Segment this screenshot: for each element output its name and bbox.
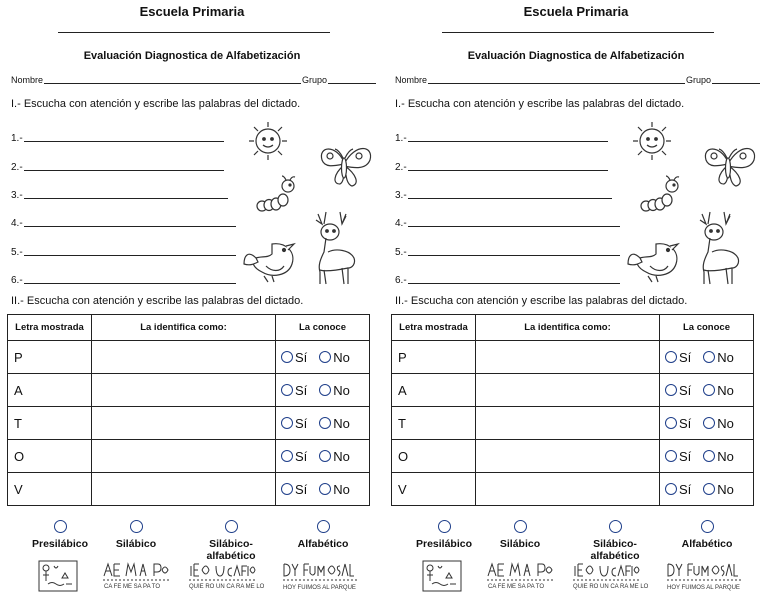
- yes-option[interactable]: Sí: [281, 383, 307, 398]
- knows-it-cell: [276, 374, 370, 407]
- radio-no-icon[interactable]: [319, 450, 331, 462]
- shown-letter: O: [8, 440, 92, 473]
- table-row: [392, 407, 754, 440]
- header-identifies-as: La identifica como:: [476, 315, 660, 341]
- no-option[interactable]: No: [703, 449, 734, 464]
- level-radio-icon[interactable]: [130, 520, 143, 533]
- level-radio-icon[interactable]: [438, 520, 451, 533]
- header-identifies-as: La identifica como:: [92, 315, 276, 341]
- no-option[interactable]: No: [319, 416, 350, 431]
- radio-yes-icon[interactable]: [665, 483, 677, 495]
- dictation-number: 3.-: [11, 190, 23, 201]
- dictation-answer-blank[interactable]: [408, 274, 620, 284]
- table-row: [392, 341, 754, 374]
- dictation-pictures: [240, 118, 380, 288]
- no-option[interactable]: No: [319, 449, 350, 464]
- yes-option[interactable]: Sí: [281, 416, 307, 431]
- no-option[interactable]: No: [319, 350, 350, 365]
- level-alfabetico: [667, 520, 747, 550]
- yes-option[interactable]: Sí: [665, 383, 691, 398]
- dictation-answer-blank[interactable]: [24, 217, 236, 227]
- radio-no-icon[interactable]: [703, 384, 715, 396]
- radio-no-icon[interactable]: [703, 417, 715, 429]
- name-label: Nombre: [11, 75, 44, 85]
- no-option[interactable]: No: [703, 416, 734, 431]
- level-alfabetico: [283, 520, 363, 550]
- dictation-number: 2.-: [11, 162, 23, 173]
- dictation-number: 3.-: [395, 190, 407, 201]
- level-silabico: [490, 520, 550, 550]
- group-field[interactable]: [712, 75, 760, 84]
- dictation-line: [395, 217, 620, 229]
- evaluation-title: Evaluación Diagnostica de Alfabetización: [467, 50, 685, 62]
- name-group-row: [395, 75, 761, 85]
- radio-yes-icon[interactable]: [281, 450, 293, 462]
- radio-no-icon[interactable]: [319, 483, 331, 495]
- presilabico-sample-icon: [422, 560, 462, 592]
- dictation-number: 6.-: [11, 275, 23, 286]
- radio-yes-icon[interactable]: [665, 450, 677, 462]
- level-radio-icon[interactable]: [54, 520, 67, 533]
- radio-yes-icon[interactable]: [665, 417, 677, 429]
- radio-yes-icon[interactable]: [665, 351, 677, 363]
- radio-no-icon[interactable]: [703, 483, 715, 495]
- table-row: [392, 440, 754, 473]
- no-option[interactable]: No: [703, 350, 734, 365]
- section-1-instruction: I.- Escucha con atención y escribe las palabras del dictado.: [11, 98, 301, 110]
- dictation-answer-blank[interactable]: [408, 189, 612, 199]
- table-row: [392, 374, 754, 407]
- shown-letter: V: [8, 473, 92, 506]
- dictation-number: 2.-: [395, 162, 407, 173]
- identified-as-cell[interactable]: [92, 374, 276, 407]
- knows-it-cell: [276, 407, 370, 440]
- dictation-number: 5.-: [11, 247, 23, 258]
- level-presilabico: [20, 520, 100, 550]
- radio-yes-icon[interactable]: [281, 417, 293, 429]
- name-label: Nombre: [395, 75, 428, 85]
- table-row: [392, 473, 754, 506]
- dictation-number: 4.-: [395, 218, 407, 229]
- radio-no-icon[interactable]: [703, 450, 715, 462]
- svg-text:HOY FUIMOS AL PARQUE: HOY FUIMOS AL PARQUE: [667, 585, 740, 591]
- dictation-answer-blank[interactable]: [24, 274, 236, 284]
- yes-option[interactable]: Sí: [665, 416, 691, 431]
- silabico-alfabetico-sample-icon: [188, 560, 265, 592]
- level-radio-icon[interactable]: [701, 520, 714, 533]
- shown-letter: O: [392, 440, 476, 473]
- identified-as-cell[interactable]: [476, 440, 660, 473]
- knows-it-cell: [660, 440, 754, 473]
- dictation-number: 6.-: [395, 275, 407, 286]
- level-radio-icon[interactable]: [317, 520, 330, 533]
- level-radio-icon[interactable]: [609, 520, 622, 533]
- name-field[interactable]: [428, 75, 685, 84]
- school-underline: [442, 32, 714, 33]
- alfabetico-sample-icon: [282, 560, 360, 592]
- dictation-number: 1.-: [395, 133, 407, 144]
- identified-as-cell[interactable]: [92, 341, 276, 374]
- header-letter: Letra mostrada: [392, 315, 476, 341]
- level-label: Silábico-alfabético: [590, 538, 640, 562]
- svg-text:HOY FUIMOS AL PARQUE: HOY FUIMOS AL PARQUE: [283, 585, 356, 591]
- dictation-line: [11, 161, 224, 173]
- radio-yes-icon[interactable]: [281, 483, 293, 495]
- level-label: Presilábico: [415, 538, 473, 550]
- dictation-number: 4.-: [11, 218, 23, 229]
- dictation-answer-blank[interactable]: [408, 217, 620, 227]
- level-label: Presilábico: [31, 538, 89, 550]
- group-field[interactable]: [328, 75, 376, 84]
- identified-as-cell[interactable]: [476, 473, 660, 506]
- knows-it-cell: [660, 473, 754, 506]
- dictation-line: [395, 161, 608, 173]
- knows-it-cell: [276, 473, 370, 506]
- silabico-sample-icon: [102, 560, 170, 592]
- dictation-answer-blank[interactable]: [24, 189, 228, 199]
- silabico-alfabetico-sample-icon: [572, 560, 649, 592]
- table-row: [8, 440, 370, 473]
- dictation-line: [395, 189, 612, 201]
- identified-as-cell[interactable]: [92, 440, 276, 473]
- header-letter: Letra mostrada: [8, 315, 92, 341]
- shown-letter: T: [392, 407, 476, 440]
- svg-text:QUIE RO UN CA RA ME LO: QUIE RO UN CA RA ME LO: [189, 584, 265, 590]
- no-option[interactable]: No: [703, 383, 734, 398]
- table-header-row: [392, 315, 754, 341]
- radio-no-icon[interactable]: [703, 351, 715, 363]
- dictation-line: [11, 246, 236, 258]
- radio-yes-icon[interactable]: [281, 351, 293, 363]
- dictation-answer-blank[interactable]: [408, 246, 620, 256]
- section-2-instruction: II.- Escucha con atención y escribe las palabras del dictado.: [395, 295, 688, 307]
- level-label: Silábico: [115, 538, 157, 550]
- name-field[interactable]: [44, 75, 301, 84]
- dictation-line: [395, 246, 620, 258]
- dictation-line: [11, 189, 228, 201]
- dictation-line: [11, 274, 236, 286]
- dictation-number: 5.-: [395, 247, 407, 258]
- section-2-instruction: II.- Escucha con atención y escribe las palabras del dictado.: [11, 295, 304, 307]
- yes-option[interactable]: Sí: [281, 449, 307, 464]
- knows-it-cell: [276, 341, 370, 374]
- shown-letter: T: [8, 407, 92, 440]
- svg-text:QUIE RO UN CA RA ME LO: QUIE RO UN CA RA ME LO: [573, 584, 649, 590]
- group-label: Grupo: [301, 75, 327, 85]
- radio-yes-icon[interactable]: [665, 384, 677, 396]
- yes-option[interactable]: Sí: [665, 449, 691, 464]
- dictation-line: [11, 217, 236, 229]
- level-radio-icon[interactable]: [225, 520, 238, 533]
- dictation-line: [395, 274, 620, 286]
- yes-option[interactable]: Sí: [665, 482, 691, 497]
- shown-letter: A: [392, 374, 476, 407]
- knows-it-cell: [660, 374, 754, 407]
- level-label: Alfabético: [297, 538, 349, 550]
- radio-no-icon[interactable]: [319, 351, 331, 363]
- no-option[interactable]: No: [319, 383, 350, 398]
- table-row: [8, 473, 370, 506]
- level-silabico: [106, 520, 166, 550]
- yes-option[interactable]: Sí: [665, 350, 691, 365]
- knows-it-cell: [660, 407, 754, 440]
- radio-yes-icon[interactable]: [281, 384, 293, 396]
- presilabico-sample-icon: [38, 560, 78, 592]
- knows-it-cell: [276, 440, 370, 473]
- table-row: [8, 374, 370, 407]
- no-option[interactable]: No: [703, 482, 734, 497]
- svg-text:CA FE ME SA PA TO: CA FE ME SA PA TO: [104, 584, 161, 590]
- radio-no-icon[interactable]: [319, 417, 331, 429]
- level-label: Silábico: [499, 538, 541, 550]
- name-group-row: [11, 75, 377, 85]
- letters-table: [391, 314, 754, 506]
- dictation-answer-blank[interactable]: [24, 246, 236, 256]
- dictation-line: [395, 132, 608, 144]
- dictation-answer-blank[interactable]: [24, 132, 224, 142]
- knows-it-cell: [660, 341, 754, 374]
- school-name: Escuela Primaria: [139, 4, 245, 19]
- yes-option[interactable]: Sí: [281, 482, 307, 497]
- level-label: Alfabético: [681, 538, 733, 550]
- table-row: [8, 407, 370, 440]
- dictation-answer-blank[interactable]: [408, 132, 608, 142]
- header-knows-it: La conoce: [660, 315, 754, 341]
- dictation-line: [11, 132, 224, 144]
- silabico-sample-icon: [486, 560, 554, 592]
- dictation-answer-blank[interactable]: [408, 161, 608, 171]
- identified-as-cell[interactable]: [92, 473, 276, 506]
- level-label: Silábico-alfabético: [206, 538, 256, 562]
- level-radio-icon[interactable]: [514, 520, 527, 533]
- table-row: [8, 341, 370, 374]
- level-silabico-alfabetico: [188, 520, 274, 562]
- svg-text:CA FE ME SA PA TO: CA FE ME SA PA TO: [488, 584, 545, 590]
- level-silabico-alfabetico: [572, 520, 658, 562]
- dictation-pictures: [624, 118, 764, 288]
- letters-table: [7, 314, 370, 506]
- alfabetico-sample-icon: [666, 560, 744, 592]
- identified-as-cell[interactable]: [476, 374, 660, 407]
- identified-as-cell[interactable]: [476, 341, 660, 374]
- shown-letter: P: [392, 341, 476, 374]
- dictation-answer-blank[interactable]: [24, 161, 224, 171]
- school-underline: [58, 32, 330, 33]
- identified-as-cell[interactable]: [476, 407, 660, 440]
- group-label: Grupo: [685, 75, 711, 85]
- header-knows-it: La conoce: [276, 315, 370, 341]
- evaluation-sheet: [384, 0, 768, 601]
- table-header-row: [8, 315, 370, 341]
- no-option[interactable]: No: [319, 482, 350, 497]
- dictation-number: 1.-: [11, 133, 23, 144]
- school-name: Escuela Primaria: [523, 4, 629, 19]
- shown-letter: A: [8, 374, 92, 407]
- section-1-instruction: I.- Escucha con atención y escribe las palabras del dictado.: [395, 98, 685, 110]
- evaluation-title: Evaluación Diagnostica de Alfabetización: [83, 50, 301, 62]
- shown-letter: V: [392, 473, 476, 506]
- radio-no-icon[interactable]: [319, 384, 331, 396]
- shown-letter: P: [8, 341, 92, 374]
- identified-as-cell[interactable]: [92, 407, 276, 440]
- level-presilabico: [404, 520, 484, 550]
- yes-option[interactable]: Sí: [281, 350, 307, 365]
